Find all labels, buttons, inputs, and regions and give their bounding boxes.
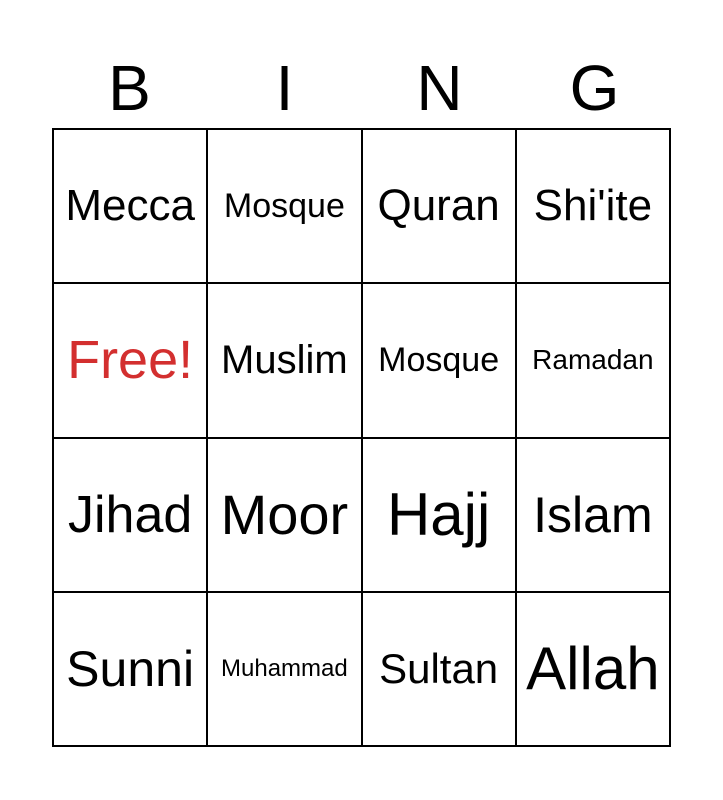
bingo-cell[interactable]: Free! [53, 283, 207, 437]
bingo-cell[interactable]: Allah [516, 592, 670, 746]
bingo-cell[interactable]: Shi'ite [516, 129, 670, 283]
bingo-cell[interactable]: Hajj [362, 438, 516, 592]
header-letter: I [275, 52, 294, 124]
bingo-header [52, 52, 672, 124]
bingo-cell[interactable]: Muhammad [207, 592, 361, 746]
bingo-cell[interactable]: Mecca [53, 129, 207, 283]
bingo-cell[interactable]: Muslim [207, 283, 361, 437]
bingo-cell[interactable]: Jihad [53, 438, 207, 592]
bingo-cell[interactable]: Mosque [207, 129, 361, 283]
header-letter: B [108, 52, 151, 124]
bingo-cell[interactable]: Sultan [362, 592, 516, 746]
header-letter: N [416, 52, 463, 124]
bingo-cell[interactable]: Ramadan [516, 283, 670, 437]
bingo-cell[interactable]: Mosque [362, 283, 516, 437]
bingo-cell[interactable]: Islam [516, 438, 670, 592]
bingo-grid [52, 128, 671, 747]
bingo-cell[interactable]: Moor [207, 438, 361, 592]
bingo-cell[interactable]: Quran [362, 129, 516, 283]
header-letter: G [569, 52, 620, 124]
bingo-cell[interactable]: Sunni [53, 592, 207, 746]
